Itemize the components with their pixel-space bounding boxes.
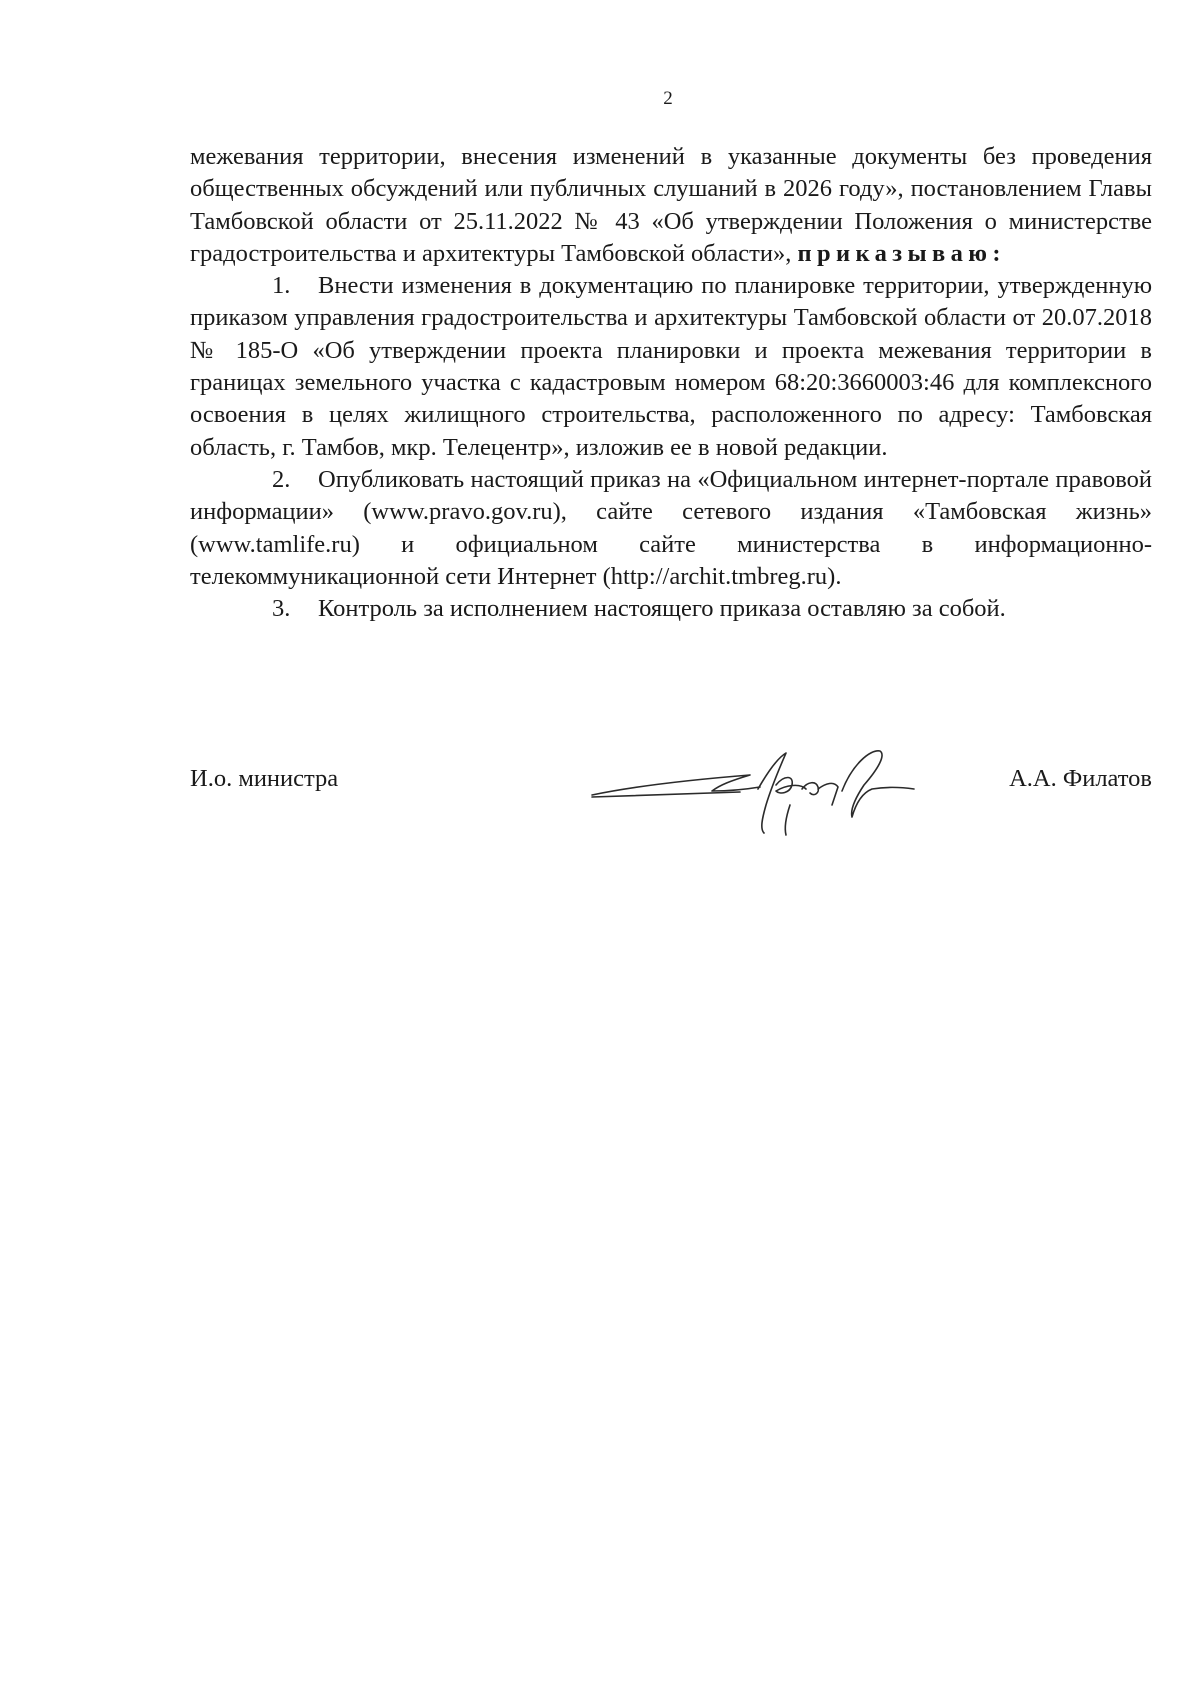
order-item-3 [190, 593, 1152, 625]
order-item-text: Опубликовать настоящий приказ на «Официальном интернет-портале правовой информации» (www.pravo.gov.ru), сайте сетевого издания «Тамбовская жизнь» (www.tamlife.ru) и официальном сайте министерства в информационно-телекоммуникационной сети Интернет (http://archit.tmbreg.ru). [190, 465, 1152, 590]
intro-paragraph [190, 141, 1152, 270]
signature-block [190, 745, 1152, 845]
handwritten-signature [580, 745, 920, 845]
order-item-1 [190, 270, 1152, 464]
order-item-number: 3. [272, 595, 291, 623]
order-item-number: 2. [272, 465, 291, 493]
signatory-name: А.А. Филатов [1009, 765, 1152, 792]
order-word: приказываю: [797, 239, 1006, 267]
order-item-text: Контроль за исполнением настоящего приказа оставляю за собой. [318, 595, 1006, 623]
order-body [190, 141, 1152, 625]
signature-strokes [592, 751, 914, 835]
intro-text: межевания территории, внесения изменений в указанные документы без проведения общественных обсуждений или публичных слушаний в 2026 году», постановлением Главы Тамбовской области от 25.11.2022 № 43 «Об утверждении Положения о министерстве градостроительства и архитектуры Тамбовской области», [190, 143, 1152, 267]
order-item-number: 1. [272, 272, 291, 300]
page-number: 2 [663, 88, 673, 109]
signatory-position: И.о. министра [190, 765, 339, 792]
order-item-text: Внести изменения в документацию по планировке территории, утвержденную приказом управления градостроительства и архитектуры Тамбовской области от 20.07.2018 № 185-О «Об утверждении проекта планировки и проекта межевания территории в границах земельного участка с кадастровым номером 68:20:3660003:46 для комплексного освоения в целях жилищного строительства, расположенного по адресу: Тамбовская область, г. Тамбов, мкр. Телецентр», изложив ее в новой редакции. [190, 272, 1152, 461]
order-item-2 [190, 464, 1152, 593]
